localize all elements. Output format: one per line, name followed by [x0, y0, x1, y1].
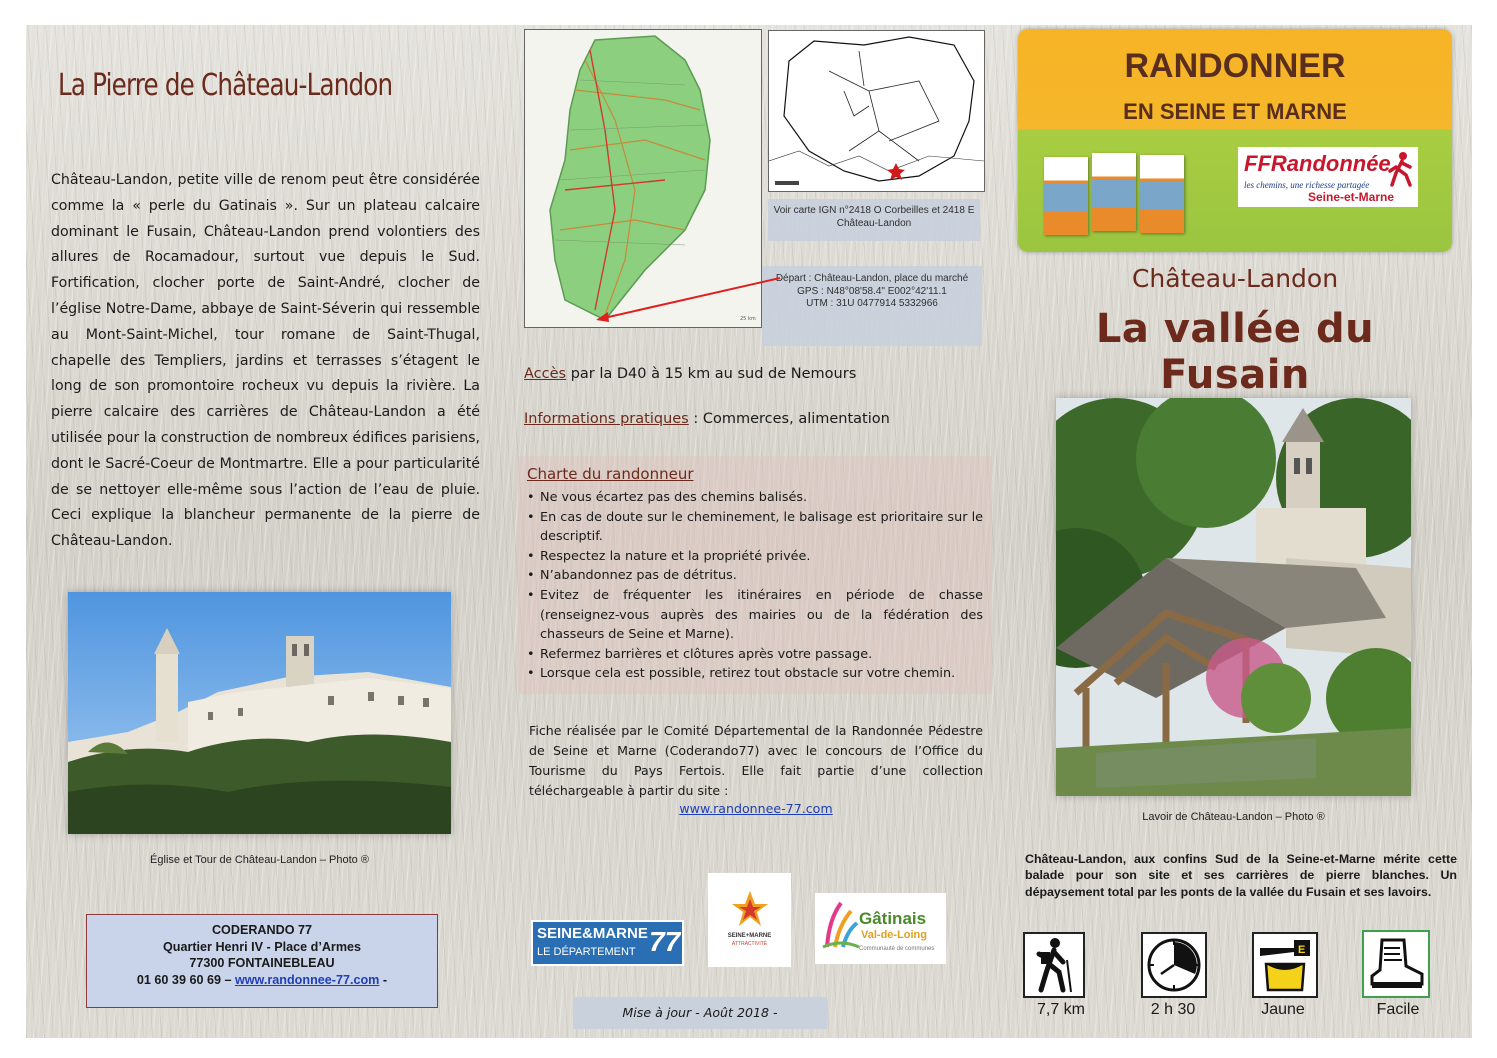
- dept-logo-line-2: LE DÉPARTEMENT: [537, 946, 636, 958]
- hiking-boot-icon: [1364, 932, 1428, 996]
- church-photo: [68, 592, 451, 834]
- clock-icon: [1143, 934, 1205, 996]
- region-map: [768, 30, 985, 192]
- charter-rule: • Lorsque cela est possible, retirez tout obstacle sur votre chemin.: [527, 664, 983, 684]
- attract-logo-line-1: SEINE+MARNE: [727, 933, 772, 939]
- departure-place: Départ : Château-Landon, place du marché: [775, 273, 969, 284]
- departure-utm: UTM : 31U 0477914 5332966: [806, 298, 938, 309]
- left-title: La Pierre de Château-Landon: [58, 68, 393, 103]
- guidebook-image: [1140, 155, 1184, 233]
- address-phone: 01 60 39 60 69 –: [136, 972, 235, 987]
- clock-pictogram: [1141, 932, 1207, 998]
- update-date: Mise à jour - Août 2018 -: [573, 997, 827, 1029]
- gatinais-logo-line-2: Val-de-Loing: [861, 929, 927, 941]
- dept-logo-number: 77: [649, 926, 681, 957]
- address-line-1: CODERANDO 77: [211, 923, 313, 937]
- paint-pictogram: [1252, 932, 1318, 998]
- hiker-logo-icon: [1388, 151, 1414, 187]
- seine-et-marne-logo: [531, 920, 684, 966]
- address-line-2: Quartier Henri IV - Place d’Armes: [162, 939, 362, 954]
- departure-gps: GPS : N48°08'58.4" E002°42'11.1: [797, 285, 947, 297]
- access-label: Accès: [524, 366, 567, 382]
- attractivite-logo: [708, 873, 791, 967]
- ffrandonnee-logo: [1238, 147, 1418, 207]
- gatinais-logo-line-3: Communauté de communes: [859, 946, 935, 952]
- ign-map-note: Voir carte IGN n°2418 O Corbeilles et 2418 E Château-Landon: [768, 199, 980, 241]
- address-line-3: 77300 FONTAINEBLEAU: [189, 956, 335, 971]
- practical-info-line: [524, 411, 890, 427]
- svg-text:E: E: [1298, 944, 1306, 956]
- shoe-pictogram: [1362, 930, 1430, 998]
- dept-logo-line-1: SEINE&MARNE: [537, 925, 648, 942]
- practical-info-label: Informations pratiques: [524, 411, 689, 427]
- gatinais-logo-line-1: Gâtinais: [859, 909, 927, 928]
- address-contact: [87, 972, 437, 989]
- svg-text:25 km: 25 km: [740, 316, 756, 322]
- address-suffix: -: [379, 972, 388, 987]
- gatinais-logo: [815, 893, 946, 964]
- credits-paragraph: Fiche réalisée par le Comité Départemental de la Randonnée Pédestre de Seine et Marne (Coderando77) avec le concours de l’Office du Tourisme du Pays Fertois. Elle fait partie d’une collection téléchargeable à partir du site :: [529, 723, 983, 798]
- guidebook-image: [1044, 157, 1088, 235]
- charter-rule: • Ne vous écartez pas des chemins balisés.: [527, 488, 983, 508]
- credits-website-link[interactable]: www.randonnee-77.com: [679, 801, 833, 816]
- duration-value: 2 h 30: [1150, 1001, 1196, 1018]
- city-name: Château-Landon: [1131, 264, 1339, 293]
- hiker-icon: [1025, 934, 1083, 996]
- church-photo-caption: Église et Tour de Château-Landon – Photo ®: [150, 854, 369, 866]
- randonner-banner: [1018, 29, 1452, 252]
- charter-rule: • Evitez de fréquenter les itinéraires en période de chasse (renseignez-vous auprès des mairies ou de la fédération des chasseurs de Seine et Marne).: [527, 586, 983, 645]
- practical-info-text: : Commerces, alimentation: [688, 411, 890, 427]
- marking-value: Jaune: [1261, 1001, 1305, 1018]
- hiker-pictogram: [1023, 932, 1085, 998]
- ffr-logo-committee: Seine-et-Marne: [1308, 190, 1395, 204]
- lavoir-photo: [1056, 398, 1411, 796]
- departure-info-box: [762, 266, 982, 346]
- credits-link-row: [529, 801, 983, 816]
- paintbrush-icon: [1254, 934, 1316, 996]
- charter-title: Charte du randonneur: [527, 465, 694, 483]
- address-box: [86, 914, 438, 1008]
- address-website-link[interactable]: www.randonnee-77.com: [234, 972, 380, 987]
- charter-rules-list: [527, 488, 983, 684]
- distance-value: 7,7 km: [1036, 1001, 1085, 1018]
- access-line: [524, 366, 856, 382]
- charter-rule: • Respectez la nature et la propriété privée.: [527, 547, 983, 567]
- access-text: par la D40 à 15 km au sud de Nemours: [566, 366, 857, 382]
- ffr-logo-tagline: les chemins, une richesse partagée: [1244, 180, 1370, 190]
- charter-rule: • Refermez barrières et clôtures après votre passage.: [527, 645, 983, 665]
- route-description: Château-Landon, aux confins Sud de la Seine-et-Marne mérite cette balade pour son site et ses carrières de pierre blanches. Un dépaysement total par les ponts de la vallée du Fusain et ses lavoirs.: [1025, 852, 1457, 899]
- route-title: La vallée du Fusain: [1095, 306, 1375, 398]
- attract-logo-line-2: ATTRACTIVITÉ: [731, 941, 768, 947]
- lavoir-photo-caption: Lavoir de Château-Landon – Photo ®: [1142, 811, 1325, 823]
- banner-title: RANDONNER: [1124, 47, 1346, 85]
- departure-arrow: [590, 270, 790, 330]
- guidebook-image: [1092, 153, 1136, 231]
- charter-rule: • N’abandonnez pas de détritus.: [527, 566, 983, 586]
- difficulty-value: Facile: [1376, 1001, 1420, 1018]
- charter-rule: • En cas de doute sur le cheminement, le balisage est prioritaire sur le descriptif.: [527, 508, 983, 547]
- banner-subtitle: EN SEINE ET MARNE: [1123, 99, 1347, 124]
- intro-paragraph: Château-Landon, petite ville de renom peut être considérée comme la « perle du Gatinais ». Sur un plateau calcaire dominant le Fusain, Château-Landon prend volontiers des allures de Rocamadour, surtout vue depuis le Sud. Fortification, clocher porte de Saint-André, clocher de l’église Notre-Dame, abbaye de Saint-Séverin qui ressemble au Mont-Saint-Michel, tour romane de Saint-Thugal, chapelle des Templiers, jardins et terrasses s’étagent le long de son promontoire rocheux vu depuis la rivière. La pierre calcaire des carrières de Château-Landon a été utilisée pour la construction de nombreux édifices parisiens, dont le Sacré-Coeur de Montmartre. Elle a pour particularité de se nettoyer elle-même sous l’action de l’eau de pluie. Ceci explique la blancheur permanente de la pierre de Château-Landon.: [51, 172, 481, 550]
- ffr-logo-name: FFRandonnée: [1244, 151, 1391, 176]
